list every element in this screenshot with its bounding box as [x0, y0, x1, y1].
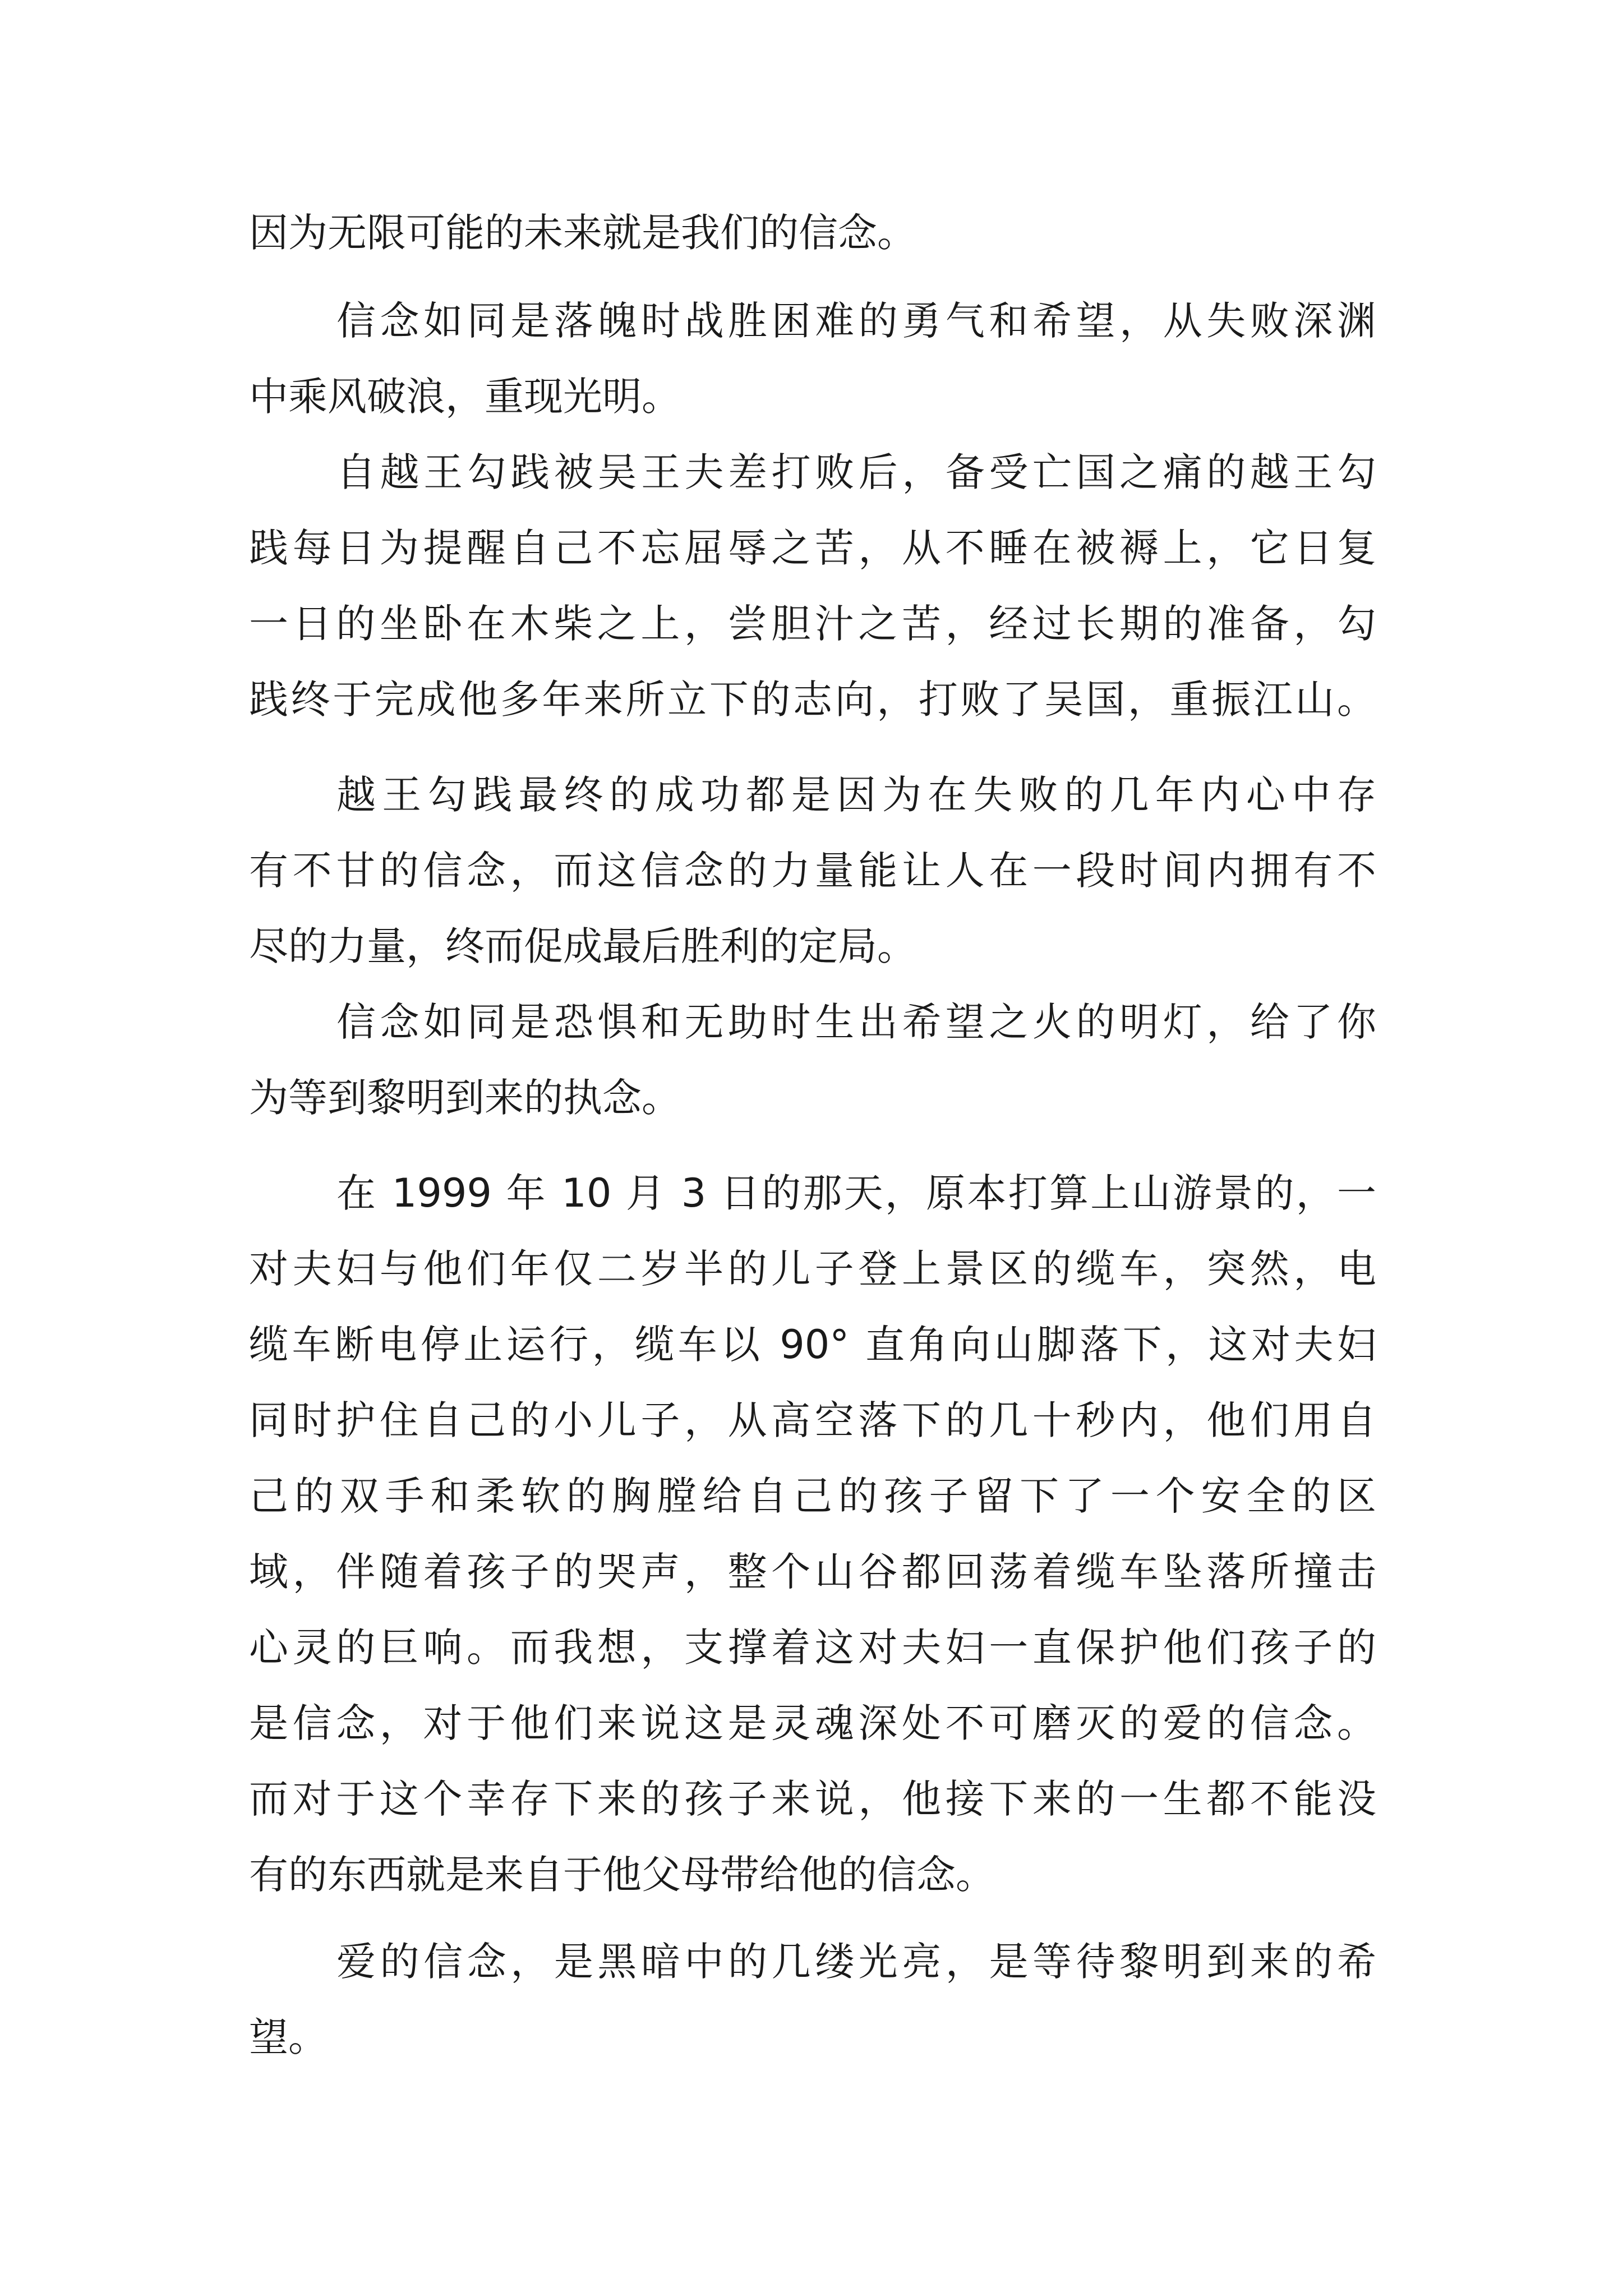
text-line: 有的东西就是来自于他父母带给他的信念。 [249, 1852, 995, 1898]
text-line: 自越王勾践被吴王夫差打败后，备受亡国之痛的越王勾 [336, 449, 1376, 495]
text-line: 中乘风破浪，重现光明。 [249, 374, 681, 420]
text-line: 尽的力量，终而促成最后胜利的定局。 [249, 923, 916, 969]
text-line: 同时护住自己的小儿子，从高空落下的几十秒内，他们用自 [249, 1397, 1376, 1443]
text-line: 在 1999 年 10 月 3 日的那天，原本打算上山游景的，一 [336, 1170, 1376, 1216]
text-line: 信念如同是恐惧和无助时生出希望之火的明灯，给了你 [336, 999, 1376, 1045]
text-line: 而对于这个幸存下来的孩子来说，他接下来的一生都不能没 [249, 1776, 1376, 1822]
text-line: 对夫妇与他们年仅二岁半的儿子登上景区的缆车，突然，电 [249, 1246, 1376, 1292]
text-line: 因为无限可能的未来就是我们的信念。 [249, 210, 916, 256]
text-line: 践每日为提醒自己不忘屈辱之苦，从不睡在被褥上，它日复 [249, 525, 1376, 571]
text-line: 有不甘的信念，而这信念的力量能让人在一段时间内拥有不 [249, 848, 1376, 894]
text-line: 域，伴随着孩子的哭声，整个山谷都回荡着缆车坠落所撞击 [249, 1549, 1376, 1595]
text-line: 为等到黎明到来的执念。 [249, 1075, 681, 1121]
text-line: 践终于完成他多年来所立下的志向，打败了吴国，重振江山。 [249, 677, 1376, 723]
text-line: 心灵的巨响。而我想，支撑着这对夫妇一直保护他们孩子的 [249, 1625, 1376, 1671]
text-line: 是信念，对于他们来说这是灵魂深处不可磨灭的爱的信念。 [249, 1700, 1376, 1746]
text-line: 越王勾践最终的成功都是因为在失败的几年内心中存 [336, 772, 1376, 818]
text-line: 己的双手和柔软的胸膛给自己的孩子留下了一个安全的区 [249, 1473, 1376, 1519]
text-line: 爱的信念，是黑暗中的几缕光亮，是等待黎明到来的希 [336, 1939, 1376, 1985]
text-line: 一日的坐卧在木柴之上，尝胆汁之苦，经过长期的准备，勾 [249, 601, 1376, 647]
text-line: 缆车断电停止运行，缆车以 90° 直角向山脚落下，这对夫妇 [249, 1322, 1376, 1368]
text-line: 信念如同是落魄时战胜困难的勇气和希望，从失败深渊 [336, 298, 1376, 344]
text-line: 望。 [249, 2014, 328, 2060]
